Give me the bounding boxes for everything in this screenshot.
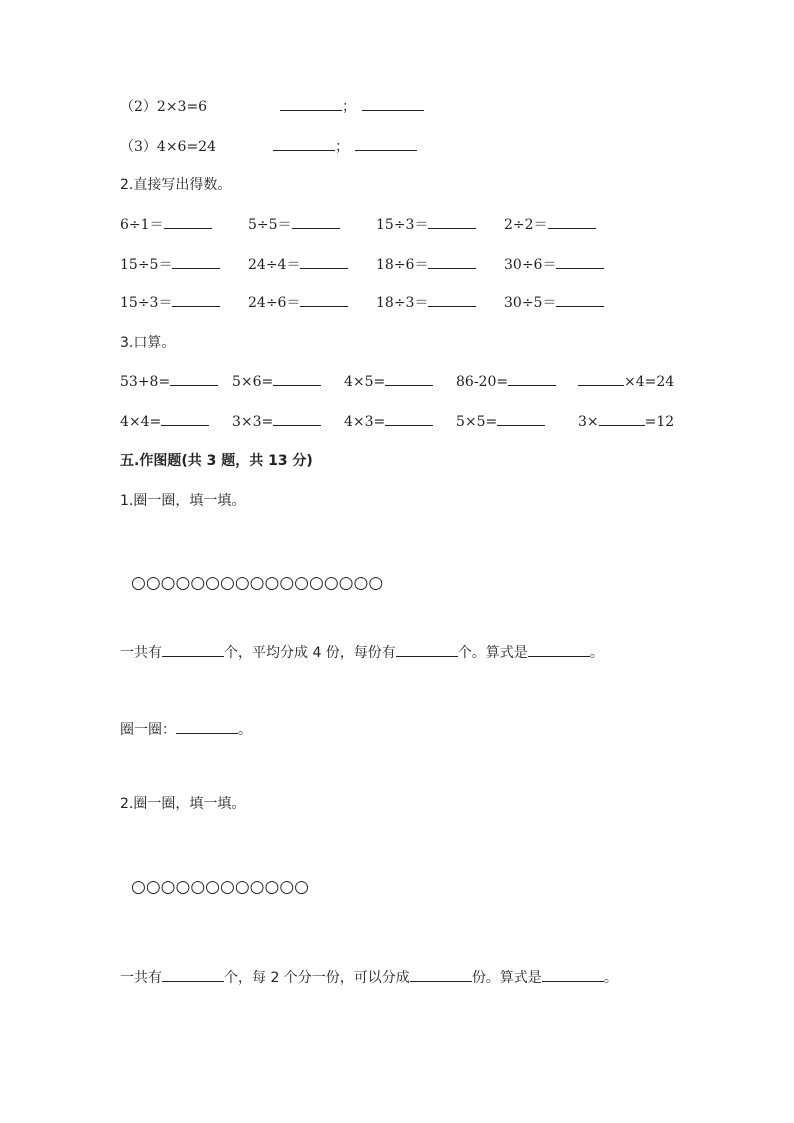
answer-blank[interactable] bbox=[497, 424, 545, 426]
answer-blank[interactable] bbox=[385, 384, 433, 386]
q2-row2-item1: 15÷5＝ bbox=[120, 258, 220, 272]
answer-blank[interactable] bbox=[428, 305, 476, 307]
answer-blank[interactable] bbox=[410, 980, 472, 982]
circle-row-12[interactable]: ○○○○○○○○○○○○ bbox=[131, 877, 310, 897]
answer-blank[interactable] bbox=[176, 732, 238, 734]
answer-blank[interactable] bbox=[172, 267, 220, 269]
q3-row1-item1: 53+8= bbox=[120, 375, 218, 389]
answer-blank[interactable] bbox=[508, 384, 556, 386]
problem-2-fill-line: 一共有 个，每 2 个分一份，可以分成 份。算式是 。 bbox=[120, 970, 618, 986]
answer-blank[interactable] bbox=[385, 424, 433, 426]
answer-blank[interactable] bbox=[162, 655, 224, 657]
answer-blank[interactable] bbox=[170, 384, 218, 386]
problem-1-fill-line: 一共有 个，平均分成 4 份，每份有 个。算式是 。 bbox=[120, 645, 604, 661]
q2-row1-item1: 6÷1＝ bbox=[120, 218, 212, 232]
answer-blank[interactable] bbox=[396, 655, 458, 657]
answer-blank[interactable] bbox=[164, 227, 212, 229]
q2-row3-item2: 24÷6＝ bbox=[248, 296, 348, 310]
answer-blank[interactable] bbox=[162, 980, 224, 982]
item-3-label: （3）4×6=24 bbox=[120, 139, 216, 155]
answer-blank[interactable] bbox=[273, 424, 321, 426]
answer-blank[interactable] bbox=[300, 305, 348, 307]
q2-row1-item2: 5÷5＝ bbox=[248, 218, 340, 232]
answer-blank[interactable] bbox=[578, 384, 624, 386]
q2-row1-item3: 15÷3＝ bbox=[376, 218, 476, 232]
separator: ； bbox=[335, 139, 349, 155]
answer-blank[interactable] bbox=[428, 227, 476, 229]
answer-blank[interactable] bbox=[528, 655, 590, 657]
separator: ； bbox=[342, 99, 356, 115]
answer-blank[interactable] bbox=[280, 109, 342, 111]
answer-blank[interactable] bbox=[300, 267, 348, 269]
problem-1-title: 1.圈一圈，填一填。 bbox=[120, 493, 246, 509]
q2-row2-item4: 30÷6＝ bbox=[504, 258, 604, 272]
answer-blank[interactable] bbox=[542, 980, 604, 982]
answer-blank[interactable] bbox=[556, 305, 604, 307]
q3-row1-item3: 4×5= bbox=[344, 375, 433, 389]
item-2-answers bbox=[280, 100, 424, 114]
q3-row2-item5: 3× =12 bbox=[578, 414, 675, 430]
answer-blank[interactable] bbox=[599, 424, 645, 426]
answer-blank[interactable] bbox=[428, 267, 476, 269]
q2-row1-item4: 2÷2＝ bbox=[504, 218, 596, 232]
q3-row1-item4: 86-20= bbox=[456, 375, 556, 389]
q3-row2-item3: 4×3= bbox=[344, 415, 433, 429]
answer-blank[interactable] bbox=[273, 384, 321, 386]
item-2-label: （2）2×3=6 bbox=[120, 99, 208, 115]
answer-blank[interactable] bbox=[273, 149, 335, 151]
question-3-title: 3.口算。 bbox=[120, 335, 176, 351]
answer-blank[interactable] bbox=[292, 227, 340, 229]
answer-blank[interactable] bbox=[548, 227, 596, 229]
answer-blank[interactable] bbox=[362, 109, 424, 111]
q3-row1-item5: ×4=24 bbox=[578, 375, 674, 389]
q2-row3-item3: 18÷3＝ bbox=[376, 296, 476, 310]
q3-row2-item1: 4×4= bbox=[120, 415, 209, 429]
answer-blank[interactable] bbox=[355, 149, 417, 151]
circle-answer-line: 圈一圈： 。 bbox=[120, 722, 252, 738]
q3-row1-item2: 5×6= bbox=[232, 375, 321, 389]
item-3-answers bbox=[273, 140, 417, 154]
problem-2-title: 2.圈一圈，填一填。 bbox=[120, 796, 246, 812]
answer-blank[interactable] bbox=[172, 305, 220, 307]
q2-row2-item2: 24÷4＝ bbox=[248, 258, 348, 272]
section-5-heading: 五.作图题(共 3 题，共 13 分) bbox=[120, 453, 313, 469]
q2-row3-item1: 15÷3＝ bbox=[120, 296, 220, 310]
q2-row2-item3: 18÷6＝ bbox=[376, 258, 476, 272]
circle-row-17[interactable]: ○○○○○○○○○○○○○○○○○ bbox=[131, 573, 384, 593]
q2-row3-item4: 30÷5＝ bbox=[504, 296, 604, 310]
answer-blank[interactable] bbox=[161, 424, 209, 426]
answer-blank[interactable] bbox=[556, 267, 604, 269]
question-2-title: 2.直接写出得数。 bbox=[120, 177, 232, 193]
q3-row2-item4: 5×5= bbox=[456, 415, 545, 429]
q3-row2-item2: 3×3= bbox=[232, 415, 321, 429]
